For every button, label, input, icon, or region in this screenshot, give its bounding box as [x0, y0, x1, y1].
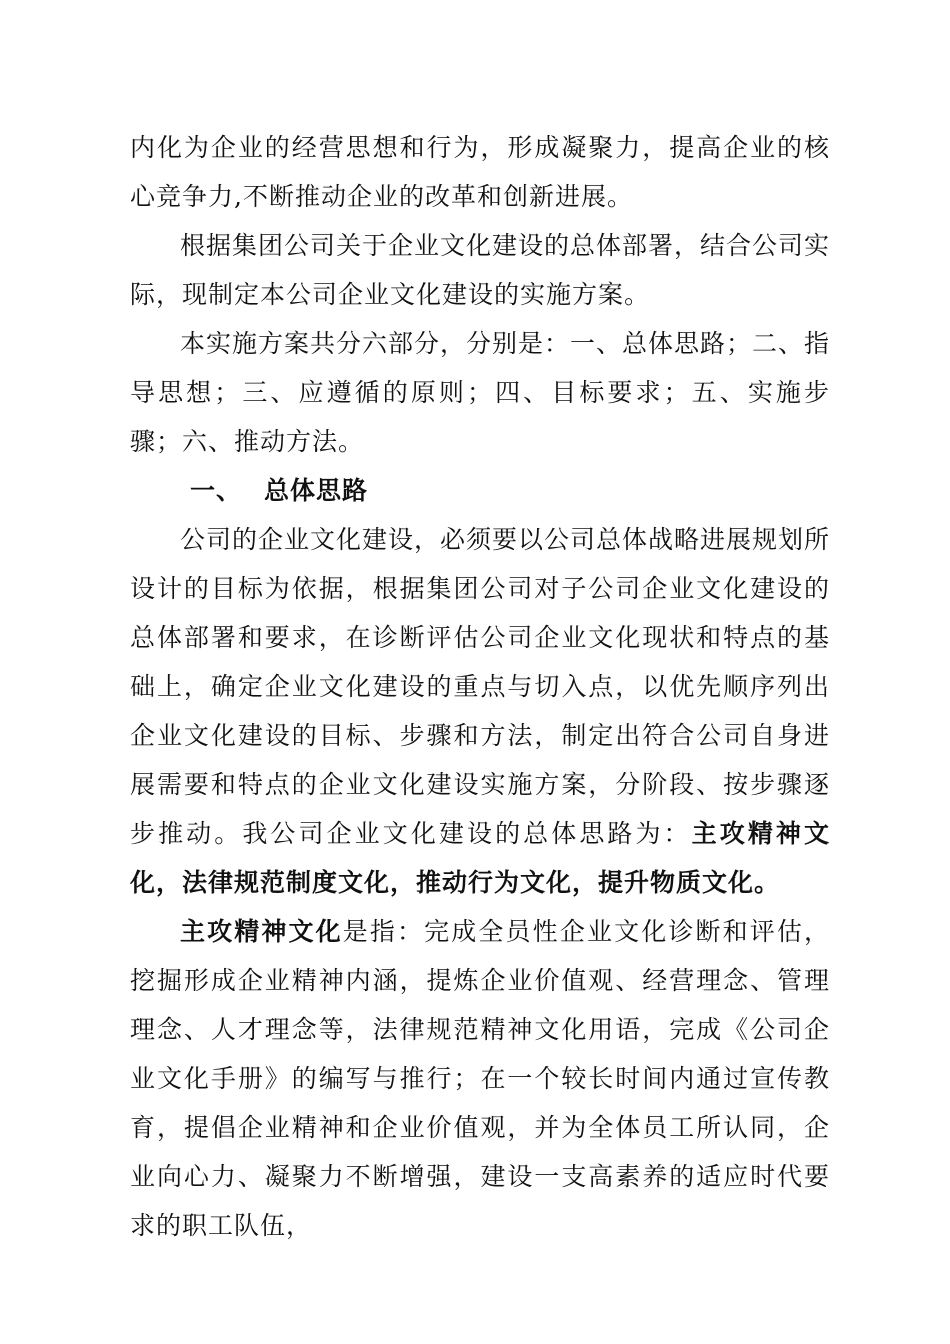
- paragraph-text: 公司的企业文化建设，必须要以公司总体战略进展规划所设计的目标为依据，根据集团公司对子公司企业文化建设的总体部署和要求，在诊断评估公司企业文化现状和特点的基础上，确定企业文化建设的重点与切入点，以优先顺序列出企业文化建设的目标、步骤和方法，制定出符合公司自身进展需要和特点的企业文化建设实施方案，分阶段、按步骤逐步推动。我公司企业文化建设的总体思路为：: [130, 525, 831, 848]
- section-heading-overall-approach: [130, 466, 830, 515]
- bold-summary: 主攻精神文化，法律规范制度文化，推动行为文化，提升物质文化。: [130, 819, 830, 897]
- bold-lead-term: 主攻精神文化: [180, 917, 343, 946]
- paragraph-continuation: 内化为企业的经营思想和行为，形成凝聚力，提高企业的核心竞争力,不断推动企业的改革和创新进展。: [130, 133, 830, 211]
- paragraph-spiritual-culture: [130, 907, 830, 1250]
- paragraph-outline: 本实施方案共分六部分，分别是：一、总体思路；二、指导思想；三、应遵循的原则；四、目标要求；五、实施步骤；六、推动方法。: [130, 329, 831, 456]
- paragraph-overall-approach: [130, 515, 830, 907]
- section-title: 总体思路: [264, 476, 369, 505]
- paragraph-text: 是指：完成全员性企业文化诊断和评估，挖掘形成企业精神内涵，提炼企业价值观、经营理念、管理理念、人才理念等，法律规范精神文化用语，完成《公司企业文化手册》的编写与推行；在一个较长时间内通过宣传教育，提倡企业精神和企业价值观，并为全体员工所认同，企业向心力、凝聚力不断增强，建设一支高素养的适应时代要求的职工队伍，: [130, 917, 830, 1240]
- section-number: 一、: [190, 476, 243, 505]
- document-body: [130, 123, 830, 1250]
- paragraph-intro: 根据集团公司关于企业文化建设的总体部署，结合公司实际，现制定本公司企业文化建设的实施方案。: [130, 231, 831, 309]
